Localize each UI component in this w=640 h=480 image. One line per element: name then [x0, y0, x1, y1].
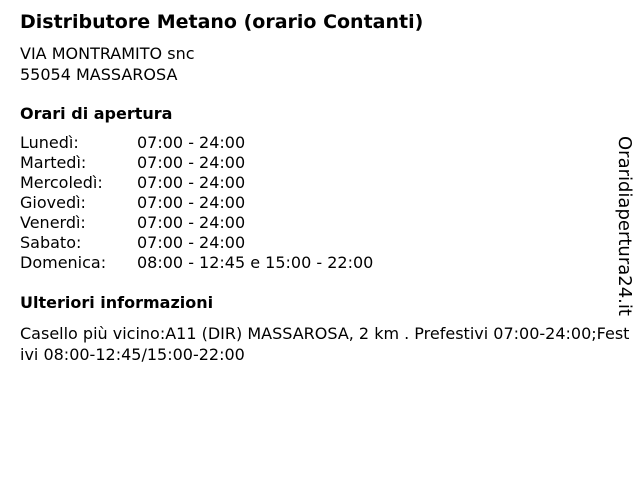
- day-label: Venerdì:: [20, 213, 86, 232]
- opening-hours-list: [20, 133, 373, 273]
- hours-row-friday: [20, 213, 373, 233]
- hours-row-tuesday: [20, 153, 373, 173]
- time-value: 07:00 - 24:00: [137, 173, 246, 192]
- time-value: 07:00 - 24:00: [137, 233, 246, 252]
- time-value: 07:00 - 24:00: [137, 153, 246, 172]
- day-label: Domenica:: [20, 253, 107, 272]
- day-label: Mercoledì:: [20, 173, 103, 192]
- hours-row-wednesday: [20, 173, 373, 193]
- day-label: Giovedì:: [20, 193, 86, 212]
- page-title: Distributore Metano (orario Contanti): [20, 11, 424, 33]
- day-label: Sabato:: [20, 233, 82, 252]
- hours-row-monday: [20, 133, 373, 153]
- additional-info-heading: Ulteriori informazioni: [20, 293, 214, 312]
- time-value: 08:00 - 12:45 e 15:00 - 22:00: [137, 253, 374, 272]
- time-value: 07:00 - 24:00: [137, 213, 246, 232]
- address-street: VIA MONTRAMITO snc: [20, 44, 195, 63]
- hours-row-saturday: [20, 233, 373, 253]
- day-label: Lunedì:: [20, 133, 79, 152]
- time-value: 07:00 - 24:00: [137, 133, 246, 152]
- hours-row-thursday: [20, 193, 373, 213]
- day-label: Martedì:: [20, 153, 87, 172]
- address-city: 55054 MASSAROSA: [20, 65, 178, 84]
- hours-row-sunday: [20, 253, 373, 273]
- opening-hours-heading: Orari di apertura: [20, 104, 173, 123]
- additional-info-text: Casello più vicino:A11 (DIR) MASSAROSA, 2 km . Prefestivi 07:00-24:00;Festivi 08:00-12:45/15:00-22:00: [20, 324, 630, 364]
- address-block: [20, 43, 195, 85]
- site-watermark: Oraridiapertura24.it: [614, 136, 635, 316]
- time-value: 07:00 - 24:00: [137, 193, 246, 212]
